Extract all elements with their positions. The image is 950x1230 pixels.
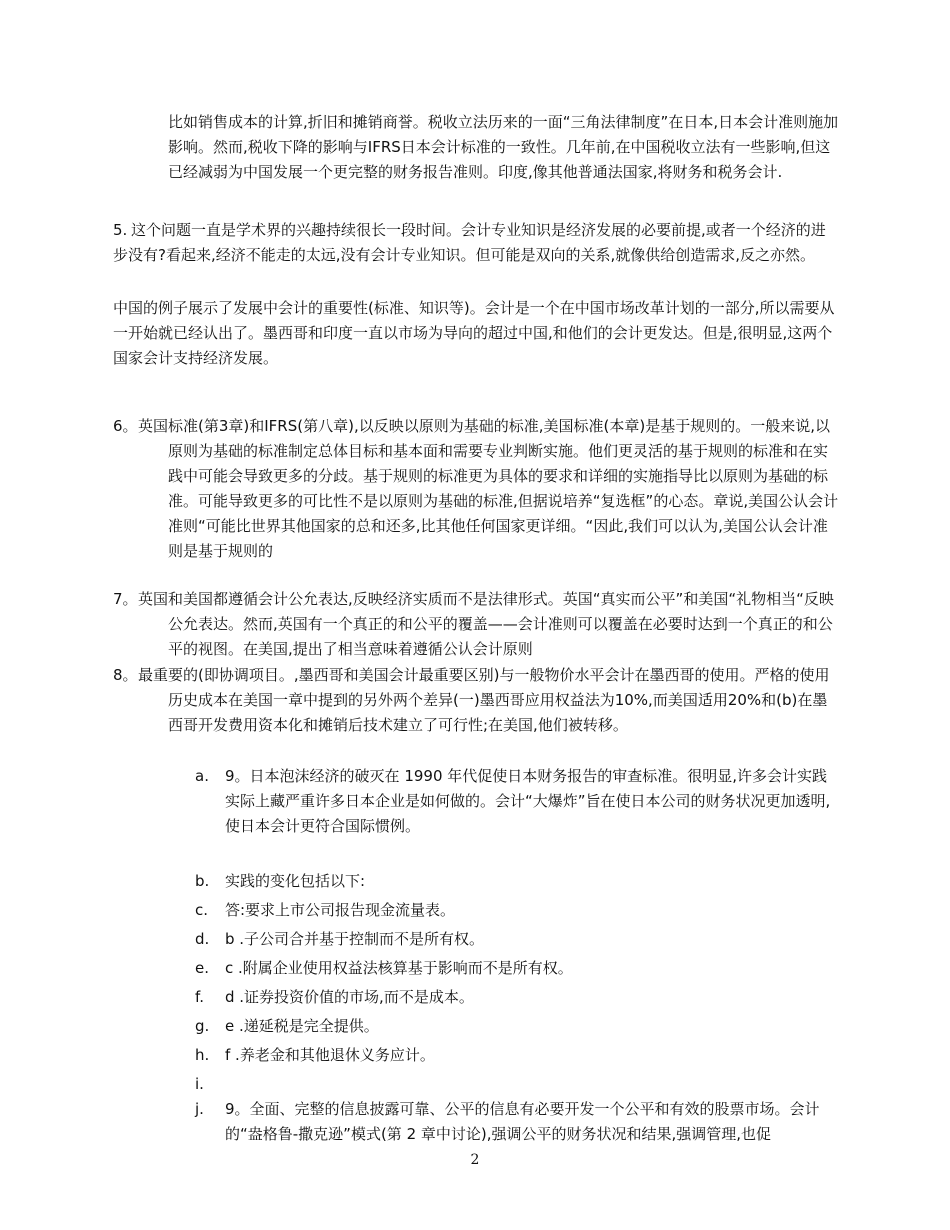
list-item — [195, 985, 835, 1010]
list-item-letter: a. — [195, 767, 209, 785]
continuation-paragraph: 比如销售成本的计算,折旧和摊销商誉。税收立法历来的一面“三角法律制度”在日本,日本会计准则施加影响。然而,税收下降的影响与IFRS日本会计标准的一致性。几年前,在中国税收立法有一些影响,但这已经减弱为中国发展一个更完整的财务报告准则。印度,像其他普通法国家,将财务和税务会计. — [168, 113, 839, 181]
answer-7-text: 英国和美国都遵循会计公允表达,反映经济实质而不是法律形式。英国“真实而公平”和美国“礼物相当“反映公允表达。然而,英国有一个真正的和公平的覆盖——会计准则可以覆盖在必要时达到一个真正的和公平的视图。在美国,提出了相当意味着遵循公认会计原则 — [138, 590, 834, 658]
answer-6 — [113, 414, 840, 564]
answer-6-number: 6。 — [113, 417, 138, 435]
list-item-letter: j. — [195, 1100, 204, 1118]
list-item-text: 9。日本泡沫经济的破灭在 1990 年代促使日本财务报告的审查标准。很明显,许多会计实践实际上藏严重许多日本企业是如何做的。会计“大爆炸”旨在使日本公司的财务状况更加透明,使日本会计更符合国际惯例。 — [225, 767, 831, 835]
list-item-letter: e. — [195, 959, 209, 977]
list-item-text: 答:要求上市公司报告现金流量表。 — [225, 901, 456, 919]
page-number: 2 — [470, 1152, 480, 1168]
list-item-letter: c. — [195, 901, 209, 919]
list-item-letter: b. — [195, 872, 210, 890]
answer-8-text: 最重要的(即协调项目。,墨西哥和美国会计最重要区别)与一般物价水平会计在墨西哥的使用。严格的使用历史成本在美国一章中提到的另外两个差异(一)墨西哥应用权益法为10%,而美国适用20%和(b)在墨西哥开发费用资本化和摊销后技术建立了可行性;在美国,他们被转移。 — [138, 666, 830, 734]
answer-5-number: 5. — [113, 221, 128, 239]
answer-8 — [113, 663, 840, 738]
answer-6-text: 英国标准(第3章)和IFRS(第八章),以反映以原则为基础的标准,美国标准(本章)是基于规则的。一般来说,以原则为基础的标准制定总体目标和基本面和需要专业判断实施。他们更灵活的基于规则的标准和在实践中可能会导致更多的分歧。基于规则的标准更为具体的要求和详细的实施指导比以原则为基础的标准。可能导致更多的可比性不是以原则为基础的标准,但据说培养“复选框”的心态。章说,美国公认会计准则“可能比世界其他国家的总和还多,比其他任何国家更详细。“因此,我们可以认为,美国公认会计准则是基于规则的 — [138, 417, 839, 560]
list-item-letter: d. — [195, 930, 210, 948]
answer-5 — [113, 218, 840, 268]
list-item-letter: g. — [195, 1017, 210, 1035]
list-item — [195, 1097, 835, 1147]
list-item — [195, 764, 835, 839]
list-item — [195, 869, 835, 894]
answer-7-number: 7。 — [113, 590, 138, 608]
list-item-text: f .养老金和其他退休义务应计。 — [225, 1046, 435, 1064]
answer-5-text: 这个问题一直是学术界的兴趣持续很长一段时间。会计专业知识是经济发展的必要前提,或者一个经济的进步没有?看起来,经济不能走的太远,没有会计专业知识。但可能是双向的关系,就像供给创造需求,反之亦然。 — [113, 221, 826, 264]
list-item-text: e .递延税是完全提供。 — [225, 1017, 379, 1035]
list-item-text: 实践的变化包括以下: — [225, 872, 366, 890]
list-item-text: 9。全面、完整的信息披露可靠、公平的信息有必要开发一个公平和有效的股票市场。会计的“盎格鲁-撒克逊”模式(第 2 章中讨论),强调公平的财务状况和结果,强调管理,也促 — [225, 1100, 820, 1143]
list-item-letter: i. — [195, 1075, 204, 1093]
answer-7 — [113, 587, 840, 662]
list-item-letter: h. — [195, 1046, 210, 1064]
answer-5-paragraph-2: 中国的例子展示了发展中会计的重要性(标准、知识等)。会计是一个在中国市场改革计划的一部分,所以需要从一开始就已经认出了。墨西哥和印度一直以市场为导向的超过中国,和他们的会计更发达。但是,很明显,这两个国家会计支持经济发展。 — [113, 299, 835, 367]
list-item-text: c .附属企业使用权益法核算基于影响而不是所有权。 — [225, 959, 573, 977]
answer-8-number: 8。 — [113, 666, 138, 684]
list-item — [195, 898, 835, 923]
list-item — [195, 1043, 835, 1068]
list-item — [195, 956, 835, 981]
list-item — [195, 927, 835, 952]
list-item-letter: f. — [195, 988, 204, 1006]
list-item-text: b .子公司合并基于控制而不是所有权。 — [225, 930, 485, 948]
list-item — [195, 1014, 835, 1039]
list-item-text: d .证券投资价值的市场,而不是成本。 — [225, 988, 474, 1006]
